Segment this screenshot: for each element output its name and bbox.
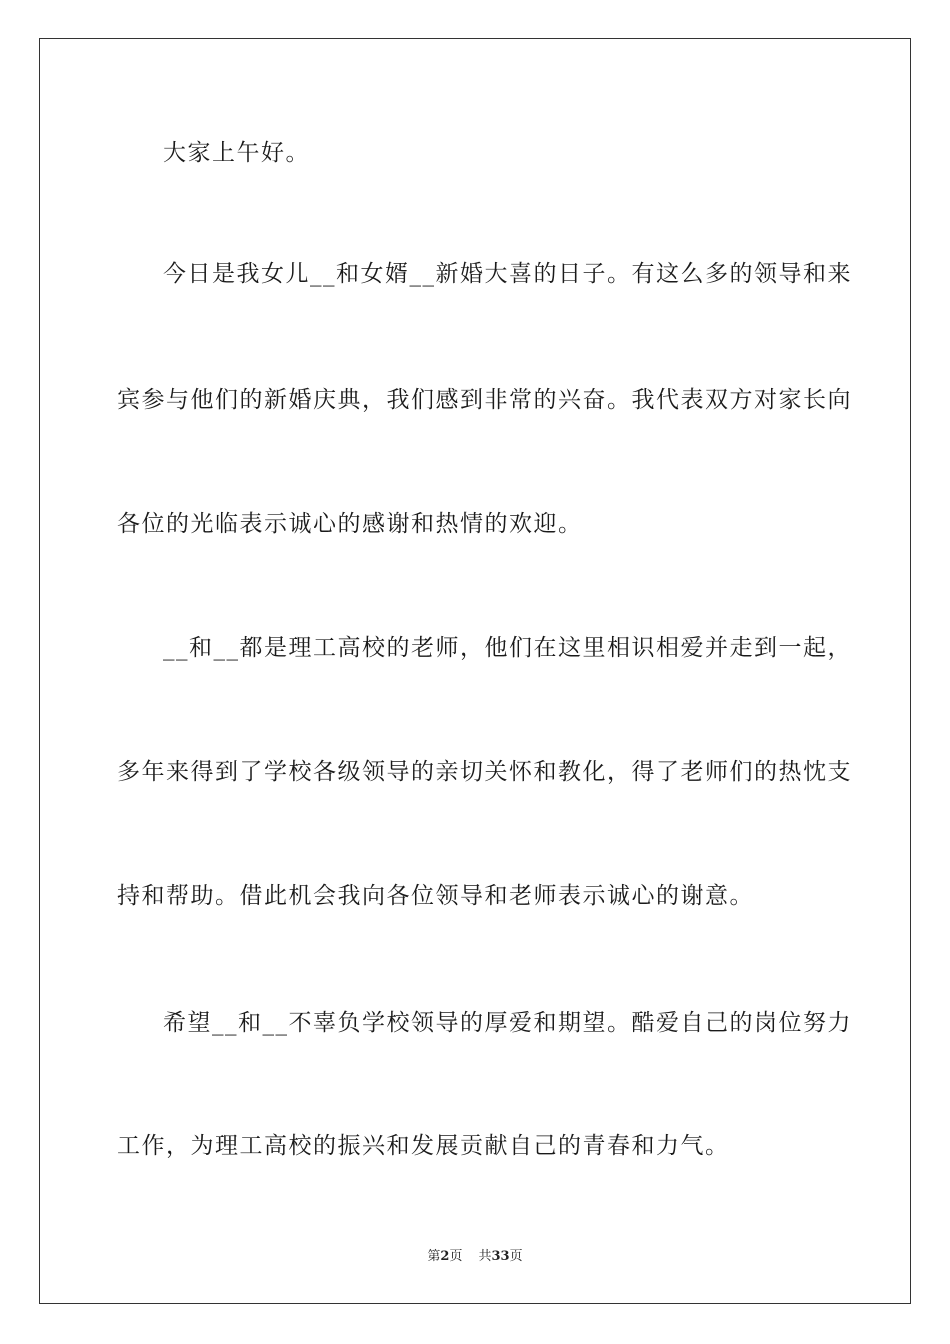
page-number: 2 [440,1249,450,1264]
total-prefix: 共 [478,1249,492,1264]
page-suffix: 页 [449,1249,463,1264]
total-suffix: 页 [509,1249,523,1264]
paragraph-line-8: 希望__和__不辜负学校领导的厚爱和期望。酷爱自己的岗位努力 [163,1010,852,1036]
paragraph-line-7: 持和帮助。借此机会我向各位领导和老师表示诚心的谢意。 [117,883,754,909]
page-prefix: 第 [427,1249,441,1264]
page-footer [0,1248,950,1266]
page-border [39,38,911,1304]
paragraph-line-1: 大家上午好。 [163,140,310,166]
paragraph-line-3: 宾参与他们的新婚庆典，我们感到非常的兴奋。我代表双方对家长向 [117,387,852,413]
paragraph-line-9: 工作，为理工高校的振兴和发展贡献自己的青春和力气。 [117,1133,730,1159]
paragraph-line-6: 多年来得到了学校各级领导的亲切关怀和教化，得了老师们的热忱支 [117,759,852,785]
paragraph-line-2: 今日是我女儿__和女婿__新婚大喜的日子。有这么多的领导和来 [163,261,852,287]
paragraph-line-5: __和__都是理工高校的老师，他们在这里相识相爱并走到一起， [163,635,852,661]
paragraph-line-4: 各位的光临表示诚心的感谢和热情的欢迎。 [117,511,583,537]
total-pages: 33 [491,1249,510,1264]
